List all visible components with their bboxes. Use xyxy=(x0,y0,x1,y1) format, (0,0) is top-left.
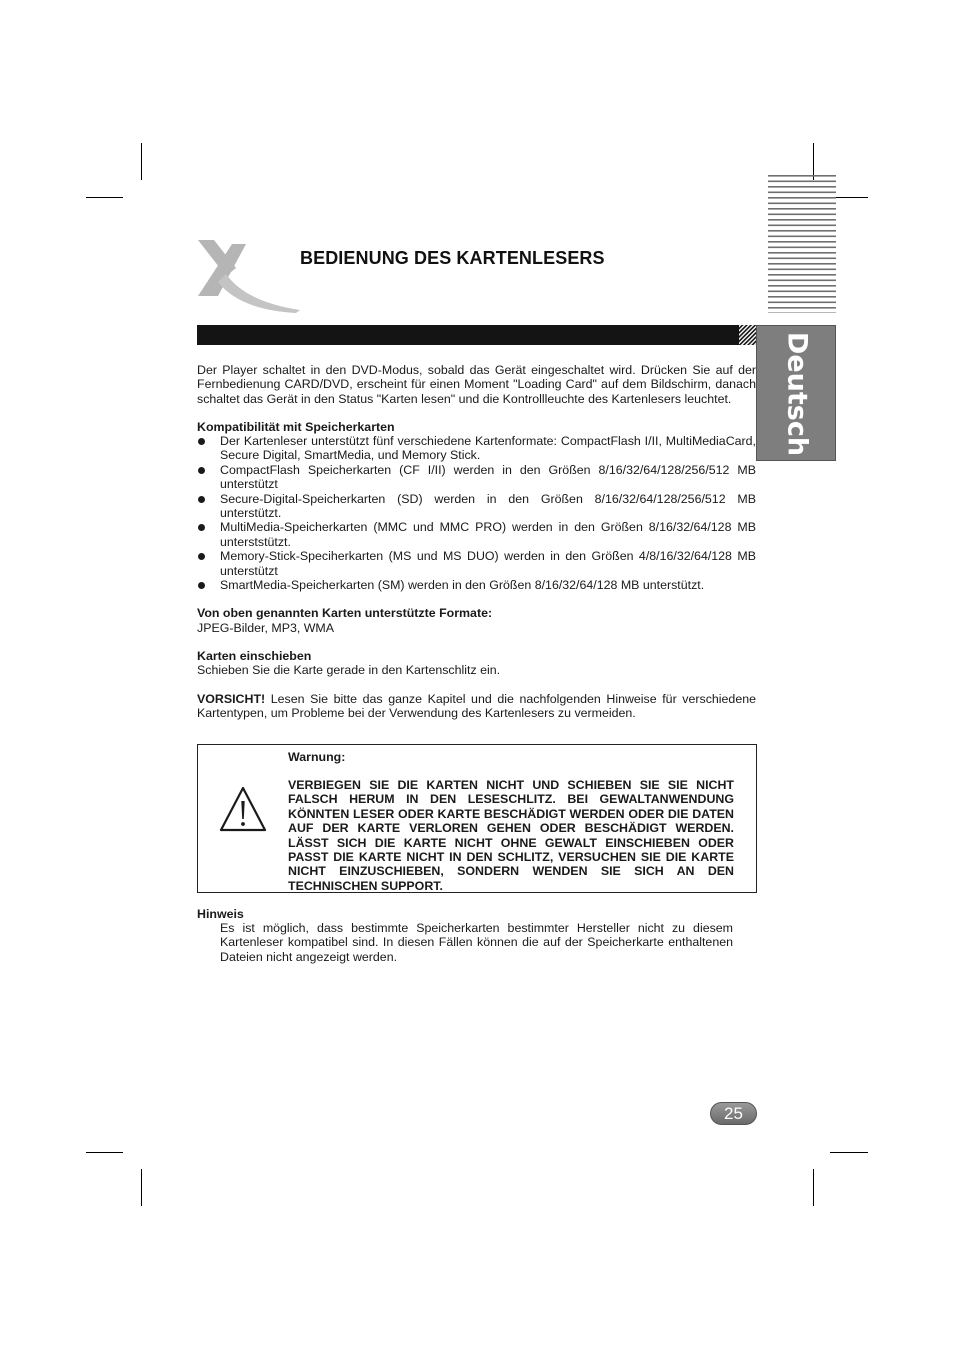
warning-title: Warnung: xyxy=(288,750,346,764)
compat-heading: Kompatibilität mit Speicherkarten xyxy=(197,420,395,434)
intro-paragraph: Der Player schaltet in den DVD-Modus, sobald das Gerät eingeschaltet wird. Drücken Sie auf der Fernbedienung CARD/DVD, erscheint für einen Moment "Loading Card" auf dem Bildschirm, danach schaltet das Gerät in den Status "Karten lesen" und die Kontrollleuchte des Kartenlesers leuchtet. xyxy=(197,363,756,406)
bullet-icon xyxy=(198,553,205,560)
language-label: Deutsch xyxy=(781,331,813,457)
caution-text: Lesen Sie bitte das ganze Kapitel und die nachfolgenden Hinweise für verschiedene Kartentypen, um Probleme bei der Verwendung des Kartenlesers zu vermeiden. xyxy=(197,692,756,721)
bullet-icon xyxy=(198,496,205,503)
warning-triangle-icon xyxy=(218,785,268,833)
insert-text: Schieben Sie die Karte gerade in den Kartenschlitz ein. xyxy=(197,663,501,677)
warning-body: VERBIEGEN SIE DIE KARTEN NICHT UND SCHIEBEN SIE SIE NICHT FALSCH HERUM IN DEN LESESCHLITZ. BEI GEWALTANWENDUNG KÖNNTEN LESER ODER KARTE BESCHÄDIGT WERDEN ODER DIE DATEN AUF DER KARTE VERLOREN GEHEN ODER BESCHÄDIGT WERDEN. LÄSST SICH DIE KARTE NICHT OHNE GEWALT EINSCHIEBEN ODER PASST DIE KARTE NICHT IN DEN SCHLITZ, VERSUCHEN SIE DIE KARTE NICHT EINZUSCHIEBEN, SONDERN WENDEN SIE SICH AN DEN TECHNISCHEN SUPPORT. xyxy=(288,778,734,893)
warning-box xyxy=(197,744,757,893)
list-item xyxy=(197,492,756,521)
language-tab xyxy=(756,325,836,461)
compat-list xyxy=(197,434,756,592)
formats-text: JPEG-Bilder, MP3, WMA xyxy=(197,621,335,635)
x-logo-icon xyxy=(196,240,302,314)
crop-mark xyxy=(141,143,142,180)
crop-mark xyxy=(141,1169,142,1206)
list-item-text: MultiMedia-Speicherkarten (MMC und MMC PRO) werden in den Größen 8/16/32/64/128 MB unterststützt. xyxy=(220,520,756,549)
bullet-icon xyxy=(198,438,205,445)
list-item-text: Secure-Digital-Speicherkarten (SD) werden in den Größen 8/16/32/64/128/256/512 MB unterstützt. xyxy=(220,491,756,521)
list-item-text: CompactFlash Speicherkarten (CF I/II) werden in den Größen 8/16/32/64/128/256/512 MB unterstützt xyxy=(220,462,756,492)
list-item xyxy=(197,549,756,578)
crop-mark xyxy=(830,1152,868,1153)
formats-heading: Von oben genannten Karten unterstützte Formate: xyxy=(197,606,493,620)
list-item-text: Der Kartenleser unterstützt fünf verschiedene Kartenformate: CompactFlash I/II, MultiMediaCard, Secure Digital, SmartMedia, und Memory Stick. xyxy=(220,434,756,463)
page-title: BEDIENUNG DES KARTENLESERS xyxy=(300,248,605,268)
list-item xyxy=(197,578,756,592)
note-text: Es ist möglich, dass bestimmte Speicherkarten bestimmter Hersteller nicht zu diesem Kartenleser kompatibel sind. In diesen Fällen können die auf der Speicherkarte enthaltenen Dateien nicht angezeigt werden. xyxy=(220,921,733,964)
crop-mark xyxy=(86,197,123,198)
bullet-icon xyxy=(198,582,205,589)
crop-mark xyxy=(813,1169,814,1206)
caution-label: VORSICHT! xyxy=(197,692,266,706)
caution-paragraph xyxy=(197,692,756,721)
stripe-decoration xyxy=(768,175,836,313)
bullet-icon xyxy=(198,467,205,474)
note-heading: Hinweis xyxy=(197,907,244,921)
page-number-badge: 25 xyxy=(710,1102,757,1125)
list-item xyxy=(197,520,756,549)
list-item-text: SmartMedia-Speicherkarten (SM) werden in den Größen 8/16/32/64/128 MB unterstützt. xyxy=(220,578,705,593)
list-item xyxy=(197,463,756,492)
bullet-icon xyxy=(198,524,205,531)
section-bar xyxy=(197,325,739,345)
list-item-text: Memory-Stick-Speciherkarten (MS und MS DUO) werden in den Größen 4/8/16/32/64/128 MB unterstützt xyxy=(220,549,756,578)
insert-heading: Karten einschieben xyxy=(197,649,312,663)
list-item xyxy=(197,434,756,463)
crop-mark xyxy=(86,1152,123,1153)
